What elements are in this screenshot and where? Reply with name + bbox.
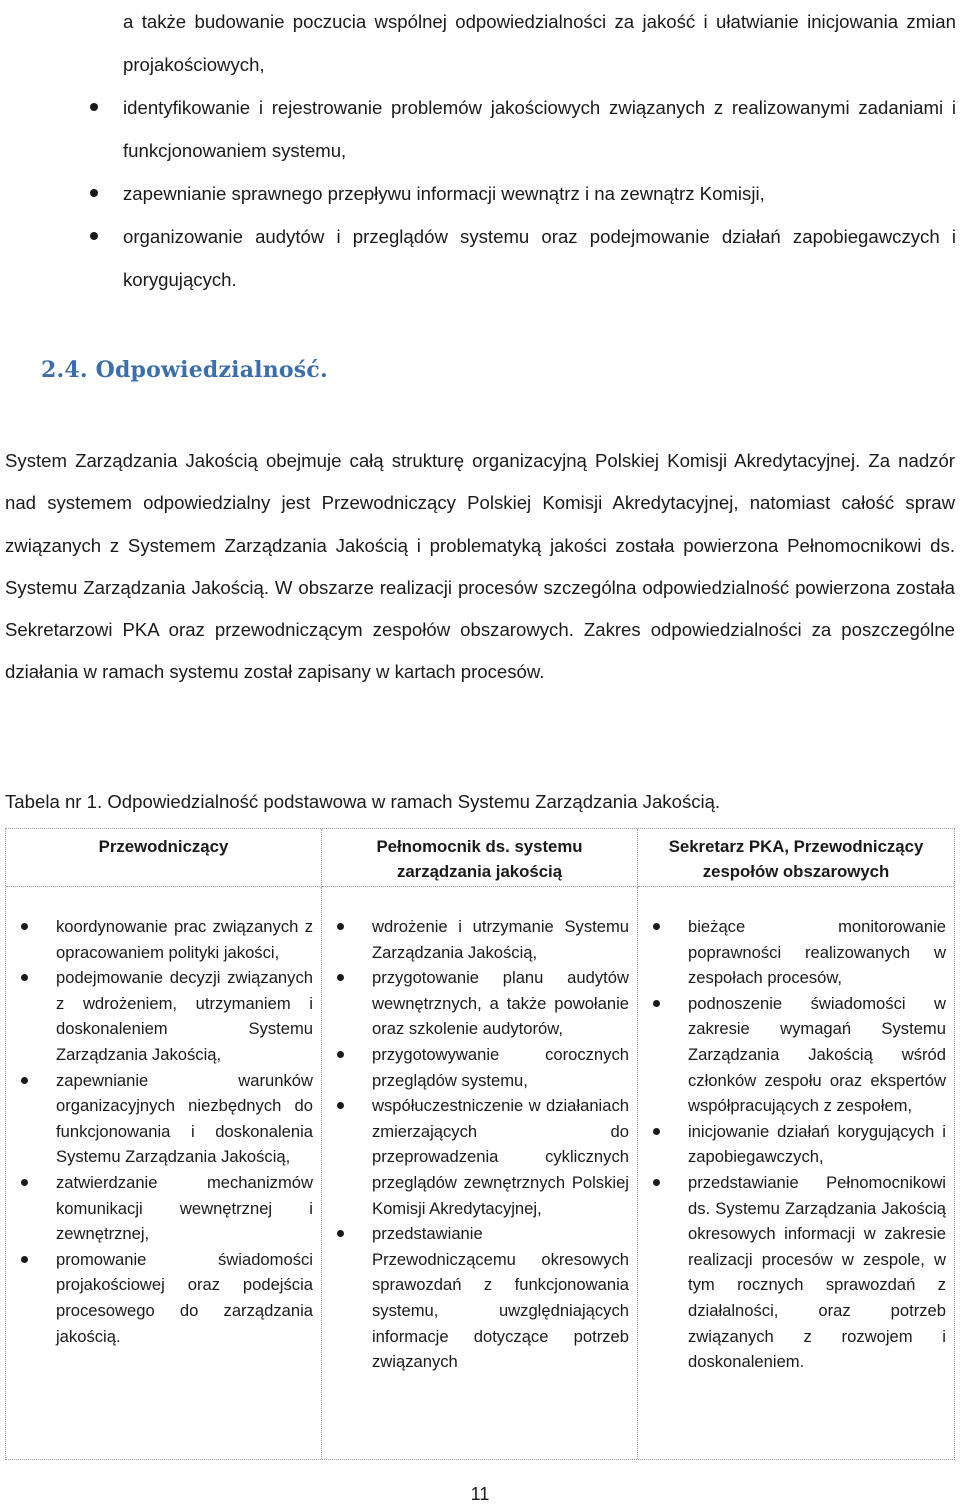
- bullet-icon: [337, 1051, 344, 1058]
- responsibility-table: [5, 828, 955, 1460]
- table-duty-item: [322, 1042, 629, 1093]
- table-column-representative: [322, 887, 638, 1459]
- bullet-icon: [653, 1128, 660, 1135]
- page-number: 11: [470, 1484, 490, 1504]
- intro-list-item-text: identyfikowanie i rejestrowanie problemów jakościowych związanych z realizowanymi zadaniami i funkcjonowaniem systemu,: [123, 97, 956, 161]
- bullet-icon: [21, 974, 28, 981]
- bullet-icon: [21, 1077, 28, 1084]
- bullet-icon: [337, 923, 344, 930]
- bullet-icon: [21, 923, 28, 930]
- table-duty-item: [638, 914, 946, 991]
- table-caption: Tabela nr 1. Odpowiedzialność podstawowa w ramach Systemu Zarządzania Jakością.: [5, 791, 721, 812]
- section-paragraph: System Zarządzania Jakością obejmuje całą strukturę organizacyjną Polskiej Komisji Akredytacyjnej. Za nadzór nad systemem odpowiedzialny jest Przewodniczący Polskiej Komisji Akredytacyjnej, natomiast całość spraw związanych z Systemem Zarządzania Jakością i problematyką jakości została powierzona Pełnomocnikowi ds. Systemu Zarządzania Jakością. W obszarze realizacji procesów szczególna odpowiedzialność powierzona została Sekretarzowi PKA oraz przewodniczącym zespołów obszarowych. Zakres odpowiedzialności za poszczególne działania w ramach systemu został zapisany w kartach procesów.: [5, 450, 955, 683]
- section-heading: 2.4. Odpowiedzialność.: [41, 357, 328, 383]
- table-duty-text: podejmowanie decyzji związanych z wdrożeniem, utrzymaniem i doskonaleniem Systemu Zarządzania Jakością,: [56, 968, 313, 1064]
- representative-duties-list: [322, 887, 637, 1375]
- bullet-icon: [337, 1102, 344, 1109]
- table-header-representative: Pełnomocnik ds. systemu zarządzania jakością: [322, 829, 638, 887]
- table-duty-item: [638, 1170, 946, 1375]
- table-duty-item: [6, 1068, 313, 1170]
- intro-list-item: [88, 172, 956, 215]
- table-header-secretary: Sekretarz PKA, Przewodniczący zespołów obszarowych: [638, 829, 954, 887]
- table-column-secretary: [638, 887, 954, 1459]
- table-header-chairman: Przewodniczący: [6, 829, 322, 887]
- intro-list-item-text: zapewnianie sprawnego przepływu informacji wewnątrz i na zewnątrz Komisji,: [123, 183, 765, 204]
- bullet-icon: [90, 232, 98, 240]
- table-duty-item: [6, 914, 313, 965]
- table-column-chairman: [6, 887, 322, 1459]
- table-duty-text: współuczestniczenie w działaniach zmierzających do przeprowadzenia cyklicznych przeglądów zewnętrznych Polskiej Komisji Akredytacyjnej,: [372, 1096, 629, 1218]
- table-duty-text: zapewnianie warunków organizacyjnych niezbędnych do funkcjonowania i doskonalenia Systemu Zarządzania Jakością,: [56, 1070, 313, 1167]
- bullet-icon: [90, 189, 98, 197]
- intro-bullet-list: [88, 0, 956, 301]
- bullet-icon: [90, 103, 98, 111]
- table-duty-text: przygotowanie planu audytów wewnętrznych, a także powołanie oraz szkolenie audytorów,: [372, 968, 629, 1039]
- table-duty-text: inicjowanie działań korygujących i zapobiegawczych,: [688, 1121, 946, 1167]
- table-duty-text: promowanie świadomości projakościowej oraz podejścia procesowego do zarządzania jakością.: [56, 1249, 313, 1346]
- secretary-duties-list: [638, 887, 954, 1375]
- table-duty-item: [322, 965, 629, 1042]
- bullet-icon: [653, 1179, 660, 1186]
- intro-list-item: [88, 86, 956, 172]
- table-duty-item: [322, 1221, 629, 1375]
- table-duty-text: przedstawianie Pełnomocnikowi ds. Systemu Zarządzania Jakością okresowych informacji w zakresie realizacji procesów w zespole, w tym rocznych sprawozdań z działalności, oraz potrzeb związanych z rozwojem i doskonaleniem.: [688, 1172, 946, 1372]
- table-duty-text: zatwierdzanie mechanizmów komunikacji wewnętrznej i zewnętrznej,: [56, 1172, 313, 1244]
- intro-list-item-text: a także budowanie poczucia wspólnej odpowiedzialności za jakość i ułatwianie inicjowania zmian projakościowych,: [123, 11, 956, 75]
- bullet-icon: [21, 1179, 28, 1186]
- table-duty-text: bieżące monitorowanie poprawności realizowanych w zespołach procesów,: [688, 917, 946, 988]
- table-duty-text: wdrożenie i utrzymanie Systemu Zarządzania Jakością,: [372, 917, 629, 962]
- table-duty-text: koordynowanie prac związanych z opracowaniem polityki jakości,: [56, 917, 313, 962]
- intro-list-item: [88, 0, 956, 86]
- bullet-icon: [337, 1230, 344, 1237]
- bullet-icon: [337, 974, 344, 981]
- table-duty-item: [638, 1119, 946, 1170]
- table-duty-item: [322, 1093, 629, 1221]
- intro-list-item: [88, 215, 956, 301]
- table-duty-text: podnoszenie świadomości w zakresie wymagań Systemu Zarządzania Jakością wśród członków zespołu oraz ekspertów współpracujących z zespołem,: [688, 993, 946, 1116]
- table-duty-item: [6, 1170, 313, 1247]
- table-duty-text: przygotowywanie corocznych przeglądów systemu,: [372, 1044, 629, 1090]
- bullet-icon: [653, 1000, 660, 1007]
- chairman-duties-list: [6, 887, 321, 1349]
- bullet-icon: [21, 1256, 28, 1263]
- table-duty-item: [6, 1247, 313, 1349]
- table-duty-text: przedstawianie Przewodniczącemu okresowych sprawozdań z funkcjonowania systemu, uwzględniających informacje dotyczące potrzeb związanych: [372, 1224, 629, 1372]
- bullet-icon: [653, 923, 660, 930]
- table-duty-item: [322, 914, 629, 965]
- table-duty-item: [6, 965, 313, 1067]
- table-duty-item: [638, 991, 946, 1119]
- intro-list-item-text: organizowanie audytów i przeglądów systemu oraz podejmowanie działań zapobiegawczych i korygujących.: [123, 226, 956, 290]
